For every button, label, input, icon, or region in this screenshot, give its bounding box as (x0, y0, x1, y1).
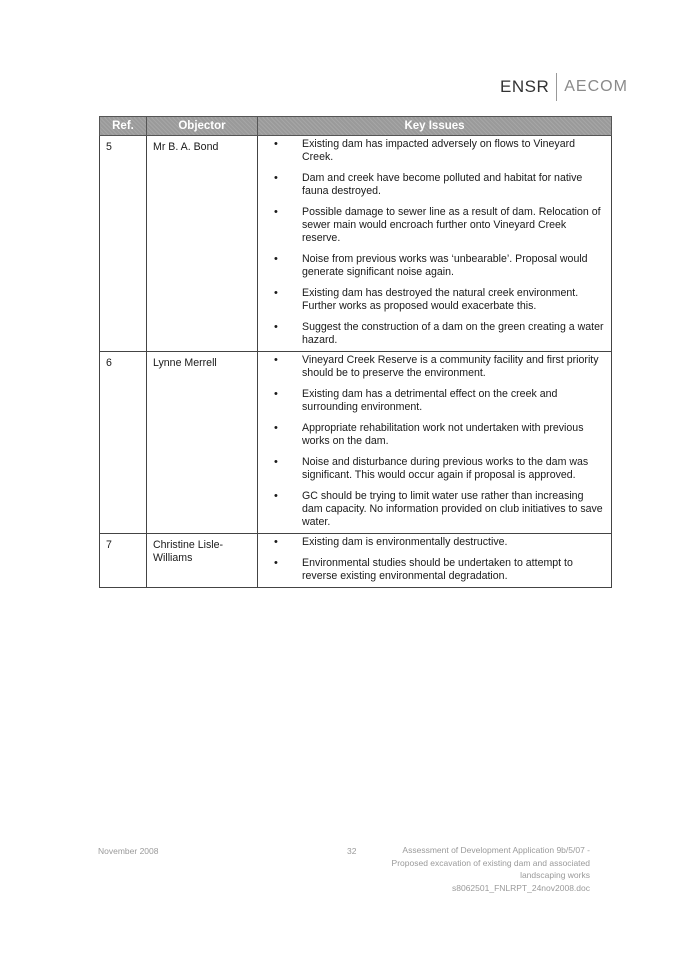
bullet-icon: • (274, 456, 278, 468)
issue-item (258, 490, 611, 529)
key-issues-cell (258, 352, 612, 534)
logo-aecom-text: AECOM (564, 78, 628, 95)
bullet-icon: • (274, 490, 278, 502)
bullet-icon: • (274, 253, 278, 265)
company-logo (500, 72, 628, 102)
issues-list (258, 536, 611, 583)
ref-cell: 5 (100, 136, 147, 352)
bullet-icon: • (274, 206, 278, 218)
column-header-key-issues: Key Issues (258, 117, 612, 136)
issue-item (258, 388, 611, 414)
issue-text: Existing dam has a detrimental effect on the creek and surrounding environment. (302, 388, 558, 413)
issue-text: GC should be trying to limit water use rather than increasing dam capacity. No information provided on club initiatives to save water. (302, 490, 603, 528)
objector-cell: Mr B. A. Bond (147, 136, 258, 352)
objector-cell: Lynne Merrell (147, 352, 258, 534)
bullet-icon: • (274, 354, 278, 366)
issue-item (258, 253, 611, 279)
bullet-icon: • (274, 138, 278, 150)
issue-text: Existing dam has impacted adversely on flows to Vineyard Creek. (302, 138, 576, 163)
issues-list (258, 354, 611, 529)
issue-item (258, 206, 611, 245)
issue-item (258, 536, 611, 549)
issue-item (258, 287, 611, 313)
key-issues-cell (258, 534, 612, 588)
objections-table (99, 116, 612, 588)
table-row (100, 136, 612, 352)
issue-text: Noise and disturbance during previous works to the dam was significant. This would occur again if proposal is approved. (302, 456, 589, 481)
issue-item (258, 456, 611, 482)
logo-ensr-text: ENSR (500, 77, 550, 96)
footer-title-line: Assessment of Development Application 9b/5/07 - (402, 845, 590, 855)
ref-cell: 7 (100, 534, 147, 588)
footer-document-title (360, 844, 590, 894)
footer-page-number: 32 (347, 846, 357, 856)
logo-divider (556, 73, 557, 101)
issue-text: Possible damage to sewer line as a result of dam. Relocation of sewer main would encroach further onto Vineyard Creek reserve. (302, 206, 601, 244)
table-row (100, 352, 612, 534)
footer-date: November 2008 (98, 846, 159, 856)
issue-text: Existing dam is environmentally destructive. (302, 536, 508, 548)
bullet-icon: • (274, 422, 278, 434)
ref-cell: 6 (100, 352, 147, 534)
footer-title-line: s8062501_FNLRPT_24nov2008.doc (452, 882, 590, 893)
bullet-icon: • (274, 536, 278, 548)
footer-title-line: landscaping works (520, 870, 590, 880)
issue-text: Appropriate rehabilitation work not undertaken with previous works on the dam. (302, 422, 584, 447)
objector-cell: Christine Lisle-Williams (147, 534, 258, 588)
table-header-row (100, 117, 612, 136)
issue-text: Vineyard Creek Reserve is a community facility and first priority should be to preserve the environment. (302, 354, 599, 379)
issue-item (258, 172, 611, 198)
issue-text: Suggest the construction of a dam on the green creating a water hazard. (302, 321, 604, 346)
bullet-icon: • (274, 321, 278, 333)
issue-text: Noise from previous works was ‘unbearable’. Proposal would generate significant noise again. (302, 253, 588, 278)
bullet-icon: • (274, 172, 278, 184)
bullet-icon: • (274, 287, 278, 299)
column-header-ref: Ref. (100, 117, 147, 136)
column-header-objector: Objector (147, 117, 258, 136)
bullet-icon: • (274, 557, 278, 569)
issue-item (258, 422, 611, 448)
footer-title-line: Proposed excavation of existing dam and associated (391, 857, 590, 868)
issue-text: Existing dam has destroyed the natural creek environment. Further works as proposed would exacerbate this. (302, 287, 579, 312)
key-issues-cell (258, 136, 612, 352)
issue-item (258, 557, 611, 583)
table-row (100, 534, 612, 588)
issue-item (258, 321, 611, 347)
issue-item (258, 354, 611, 380)
issue-item (258, 138, 611, 164)
issue-text: Dam and creek have become polluted and habitat for native fauna destroyed. (302, 172, 583, 197)
issues-list (258, 138, 611, 347)
bullet-icon: • (274, 388, 278, 400)
issue-text: Environmental studies should be undertaken to attempt to reverse existing environmental degradation. (302, 557, 573, 582)
